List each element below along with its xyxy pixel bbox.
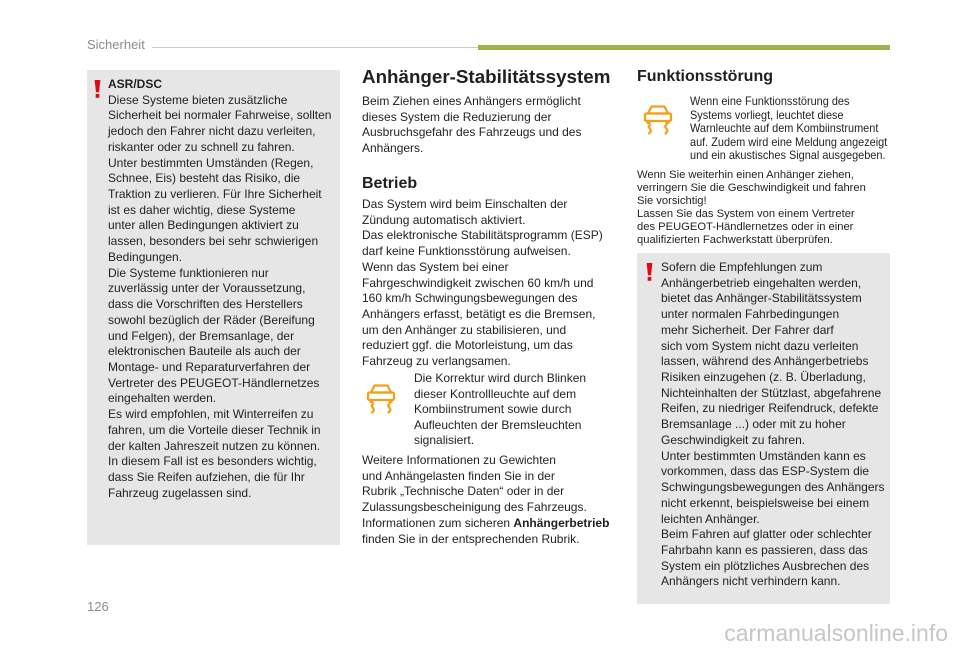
text-line: Es wird empfohlen, mit Winterreifen zu (108, 407, 314, 422)
header-rule (152, 47, 478, 48)
text-line: dass Sie Reifen aufziehen, die für Ihr (108, 469, 305, 484)
text-line: auf. Zudem wird eine Meldung angezeigt (690, 134, 888, 149)
text-line: Sofern die Empfehlungen zum (661, 260, 823, 274)
text-line: Fahrgeschwindigkeit zwischen 60 km/h und (362, 275, 594, 290)
text-line: Ausbruchsgefahr des Fahrzeugs und des (362, 125, 582, 140)
text-line: Warnleuchte auf dem Kombiinstrument (690, 121, 879, 135)
exclamation-warning-icon (94, 80, 101, 98)
text-line: Unter bestimmten Umständen kann es (661, 448, 866, 463)
text-line: zuverlässig unter der Voraussetzung, (108, 281, 306, 296)
malfunction-indicator-note (690, 95, 887, 163)
text-line: Montage- und Reparaturverfahren der (108, 359, 311, 374)
text-line: unter allen Bedingungen aktiviert zu (108, 218, 299, 233)
text-line: Reifen, zu niedriger Reifendruck, defekte (661, 401, 879, 416)
text-line: Beim Ziehen eines Anhängers ermöglicht (362, 94, 581, 108)
text-line: und Anhängelasten finden Sie in der (362, 468, 555, 483)
notice-body (108, 93, 331, 502)
text-line: eingehalten werden. (108, 391, 217, 406)
text-line: ist es daher wichtig, diese Systeme (108, 202, 296, 217)
text-line: Unter bestimmten Umständen (Regen, (108, 155, 314, 170)
text-line: jedoch den Fahrer nicht dazu verleiten, (108, 124, 316, 139)
text-line: verringern Sie die Geschwindigkeit und fahren (637, 181, 866, 194)
text-line: Bedingungen. (108, 249, 183, 264)
section-accent-bar (478, 45, 890, 50)
exclamation-warning-icon (646, 263, 653, 281)
text-line: Geschwindigkeit zu fahren. (661, 432, 806, 447)
text-line: riskanter oder zu schnell zu fahren. (108, 139, 295, 154)
text-line: Nichteinhalten der Stützlast, abgefahrene (661, 385, 882, 400)
text-line: lassen, während des Anhängerbetriebs (661, 354, 869, 369)
text-line: und ein akustisches Signal ausgegeben. (690, 148, 886, 162)
text-line: unter normalen Fahrbedingungen (661, 307, 840, 322)
page-number: 126 (87, 599, 109, 614)
text-line: Die Systeme funktionieren nur (108, 265, 269, 280)
text-line: reduziert ggf. die Motorleistung, um das (362, 338, 573, 353)
text-line: fahren, um die Vorteile dieser Technik in (108, 422, 321, 437)
trailer-stability-warning-light-icon (364, 382, 398, 414)
more-info-lines (362, 453, 609, 516)
text-line: sich vom System nicht dazu verleiten (661, 338, 859, 353)
text-line: Bremsanlage ...) oder mit zu hoher (661, 417, 846, 432)
text-line: Die Korrektur wird durch Blinken (414, 371, 587, 385)
indicator-note (414, 371, 586, 449)
text-line: finden Sie in der entsprechenden Rubrik. (362, 531, 580, 546)
text-line: Das System wird beim Einschalten der (362, 197, 568, 211)
operation-paragraph (362, 197, 603, 370)
malfunction-heading: Funktionsstörung (637, 68, 773, 85)
text-line: dass die Vorschriften des Herstellers (108, 297, 303, 312)
asr-dsc-notice-text (108, 77, 331, 501)
watermark: carmanualsonline.info (724, 620, 948, 646)
text-line: Traktion zu verlieren. Für Ihre Sicherheit (108, 187, 322, 202)
text-line: mehr Sicherheit. Der Fahrer darf (661, 322, 834, 337)
text-line: Wenn eine Funktionsstörung des (690, 94, 850, 108)
text-line: Das elektronische Stabilitätsprogramm (ESP) (362, 228, 603, 243)
text-line: Vertreter des PEUGEOT-Händlernetzes (108, 375, 320, 390)
notice-title: ASR/DSC (108, 77, 163, 91)
text-line: um den Anhänger zu stabilisieren, und (362, 322, 567, 337)
text-line: Sie vorsichtig! (637, 194, 707, 207)
section-title: Sicherheit (87, 37, 145, 52)
text-line: Schwingungsbewegungen des Anhängers (661, 480, 885, 495)
text-line: Anhängers. (362, 141, 424, 156)
text-line: dieser Kontrollleuchte auf dem (414, 386, 577, 401)
text-line: Wenn das System bei einer (362, 259, 509, 274)
text-line: 160 km/h Schwingungsbewegungen des (362, 291, 578, 306)
text-line: vorkommen, dass das ESP-System die (661, 464, 870, 479)
text-line: signalisiert. (414, 433, 475, 447)
text-line: Wenn Sie weiterhin einen Anhänger ziehen, (637, 168, 854, 181)
text-line: bietet das Anhänger-Stabilitätssystem (661, 291, 862, 306)
text-line: Systems vorliegt, leuchtet diese (690, 107, 844, 122)
text-line: System ein plötzliches Ausbrechen des (661, 558, 870, 573)
text-line: Risiken einzugehen (z. B. Überladung, (661, 370, 866, 385)
text-line: Rubrik „Technische Daten“ oder in der (362, 484, 565, 499)
text-line: lassen, besonders bei sehr schwierigen (108, 234, 319, 249)
bold-term-trailer-operation: Anhängerbetrieb (513, 515, 610, 530)
text-line: des PEUGEOT-Händlernetzes oder in einer (637, 220, 854, 233)
text-line: Beim Fahren auf glatter oder schlechter (661, 527, 872, 542)
text-line: qualifizierten Fachwerkstatt überprüfen. (637, 233, 833, 246)
text-line: Anhängers nicht verhindern kann. (661, 574, 841, 589)
text-line: Zulassungsbescheinigung des Fahrzeugs. (362, 500, 587, 515)
text-line: elektronischen Bauteile als auch der (108, 344, 301, 359)
text-line: und Felgen), der Bremsanlage, der (108, 328, 295, 343)
text-line: Fahrbahn kann es passieren, dass das (661, 542, 868, 557)
intro-paragraph (362, 94, 581, 157)
text-line: Anhängers erfasst, betätigt es die Bremsen, (362, 307, 596, 322)
trailer-operation-notice-text (661, 260, 885, 590)
text-line: Schnee, Eis) besteht das Risiko, die (108, 171, 301, 186)
more-info-paragraph (362, 453, 609, 547)
malfunction-paragraph (637, 169, 866, 247)
page-title: Anhänger-Stabilitätssystem (362, 66, 611, 87)
text-line: dieses System die Reduzierung der (362, 109, 552, 124)
text-run: Informationen zum sicheren (362, 515, 511, 530)
text-line: Zündung automatisch aktiviert. (362, 212, 526, 227)
text-line: der kalten Jahreszeit nutzen zu können. (108, 438, 321, 453)
text-line: darf keine Funktionsstörung aufweisen. (362, 244, 571, 259)
trailer-stability-warning-light-icon (641, 103, 675, 135)
text-line: Aufleuchten der Bremsleuchten (414, 417, 582, 432)
text-line: Anhängerbetrieb eingehalten werden, (661, 275, 862, 290)
operation-heading: Betrieb (362, 175, 418, 192)
text-line: sowohl bezüglich der Räder (Bereifung (108, 312, 315, 327)
text-line: Weitere Informationen zu Gewichten (362, 453, 556, 467)
text-line: leichten Anhänger. (661, 511, 760, 526)
text-line (362, 516, 609, 532)
text-line: Kombiinstrument sowie durch (414, 402, 572, 416)
text-line: Sicherheit bei normaler Fahrweise, sollten (108, 108, 332, 123)
text-line: Fahrzeug zugelassen sind. (108, 485, 252, 500)
text-line: nicht erkennt, beispielsweise bei einem (661, 495, 870, 510)
text-line: Diese Systeme bieten zusätzliche (108, 92, 288, 107)
text-line: In diesem Fall ist es besonders wichtig, (108, 454, 317, 469)
text-line: Fahrzeug zu verlangsamen. (362, 354, 511, 369)
text-line: Lassen Sie das System von einem Vertreter (637, 207, 855, 220)
